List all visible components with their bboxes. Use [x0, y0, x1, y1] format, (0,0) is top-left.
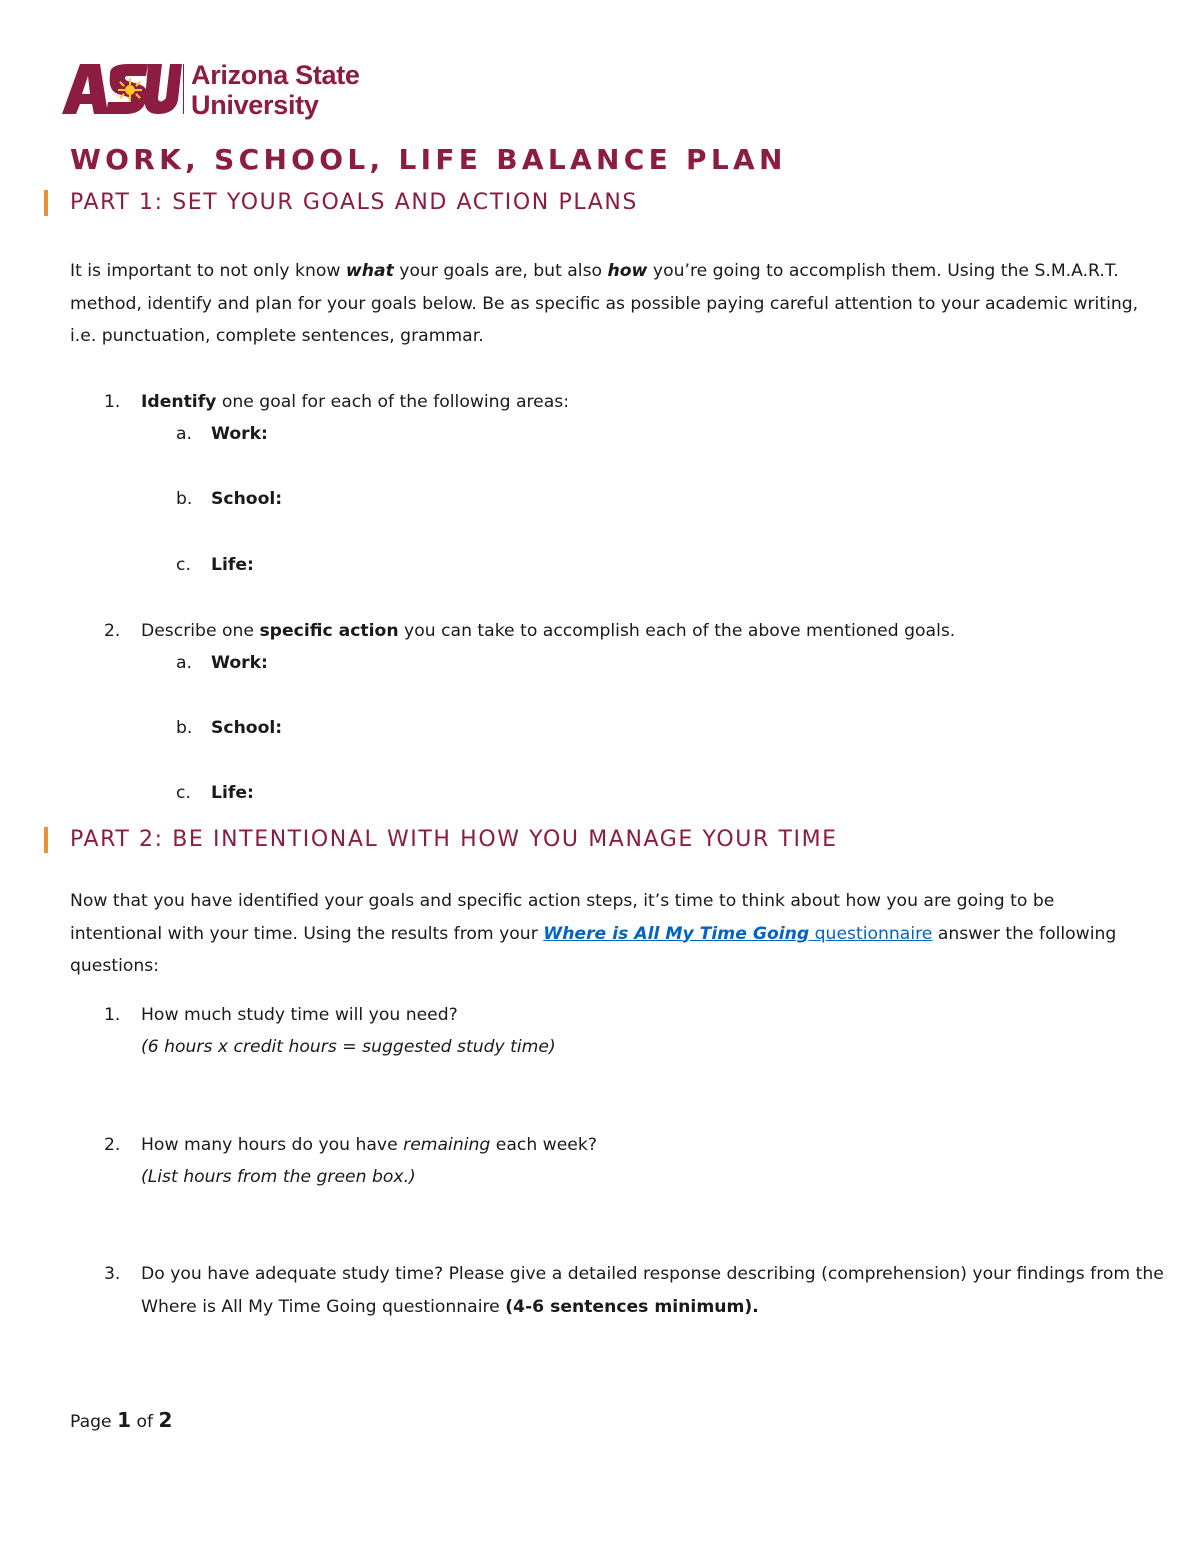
link-bold-text: Where is All My Time Going [543, 923, 810, 944]
question-period: . [752, 1297, 759, 1317]
sub-label-life: Life: [211, 783, 254, 803]
list-number: 2. [104, 621, 121, 641]
question-rest: one goal for each of the following areas: [216, 392, 570, 412]
link-text: questionnaire [809, 923, 933, 944]
logo-line-1: Arizona State [191, 60, 360, 90]
logo-wordmark [191, 60, 360, 120]
question-text: How much study time will you need? [141, 1005, 458, 1025]
footer-of-word: of [136, 1412, 154, 1432]
footer-page-number: 1 [117, 1408, 131, 1432]
question-bold: (4-6 sentences minimum) [505, 1297, 753, 1317]
intro-text: It is important to not only know [70, 261, 346, 281]
part1-intro [70, 255, 1140, 353]
sub-label-work: Work: [211, 424, 268, 444]
question-rest: each week? [490, 1135, 597, 1155]
intro-text: you’re going to accomplish them. Using the S.M.A.R.T. method, identify and plan for your goals below. Be as specific as possible paying careful attention to your academic writing, i.e. punctuation, complete sentences, grammar. [70, 261, 1139, 346]
sub-letter: b. [176, 718, 193, 738]
question-rest: you can take to accomplish each of the above mentioned goals. [398, 621, 956, 641]
part1-heading: PART 1: SET YOUR GOALS AND ACTION PLANS [70, 190, 638, 215]
footer-page-total: 2 [158, 1408, 173, 1432]
question-text [141, 1133, 597, 1157]
list-number: 1. [104, 1005, 121, 1025]
question-text [141, 390, 569, 414]
sub-letter: a. [176, 653, 192, 673]
logo-line-2: University [191, 90, 319, 120]
intro-text: answer the following questions: [70, 923, 1117, 976]
question-pre: How many hours do you have [141, 1135, 404, 1155]
intro-text: Now that you have identified your goals and specific action steps, it’s time to think about how you are going to be intentional with your time. Using the results from your [70, 891, 1055, 944]
asu-logo-mark [60, 60, 184, 116]
list-number: 3. [104, 1264, 121, 1284]
sub-label-life: Life: [211, 555, 254, 575]
sub-label-work: Work: [211, 653, 268, 673]
question-text [141, 1295, 759, 1319]
part2-accent-bar [44, 827, 48, 853]
part2-heading: PART 2: BE INTENTIONAL WITH HOW YOU MANAGE YOUR TIME [70, 827, 838, 852]
question-italic: remaining [403, 1135, 491, 1155]
intro-emph-what: what [345, 261, 394, 281]
sub-letter: c. [176, 555, 191, 575]
page-footer [70, 1408, 172, 1432]
footer-page-word: Page [70, 1412, 112, 1432]
question-text [141, 619, 955, 643]
question-text: Do you have adequate study time? Please give a detailed response describing (comprehension) your findings from the [141, 1264, 1164, 1284]
question-note: (List hours from the green box.) [141, 1167, 416, 1187]
sub-label-school: School: [211, 718, 283, 738]
question-pre: Where is All My Time Going questionnaire [141, 1297, 506, 1317]
sub-label-school: School: [211, 489, 283, 509]
questionnaire-link[interactable] [543, 924, 932, 944]
intro-text: your goals are, but also [393, 261, 608, 281]
part1-accent-bar [44, 190, 48, 216]
list-number: 2. [104, 1135, 121, 1155]
intro-emph-how: how [607, 261, 648, 281]
sub-letter: a. [176, 424, 192, 444]
sub-letter: c. [176, 783, 191, 803]
question-note: (6 hours x credit hours = suggested study time) [141, 1037, 556, 1057]
page-title: WORK, SCHOOL, LIFE BALANCE PLAN [70, 143, 787, 176]
list-number: 1. [104, 392, 121, 412]
question-pre: Describe one [141, 621, 260, 641]
part2-intro [70, 885, 1140, 983]
asu-logo [60, 60, 380, 124]
sub-letter: b. [176, 489, 193, 509]
question-bold: specific action [259, 621, 399, 641]
question-bold: Identify [141, 392, 217, 412]
